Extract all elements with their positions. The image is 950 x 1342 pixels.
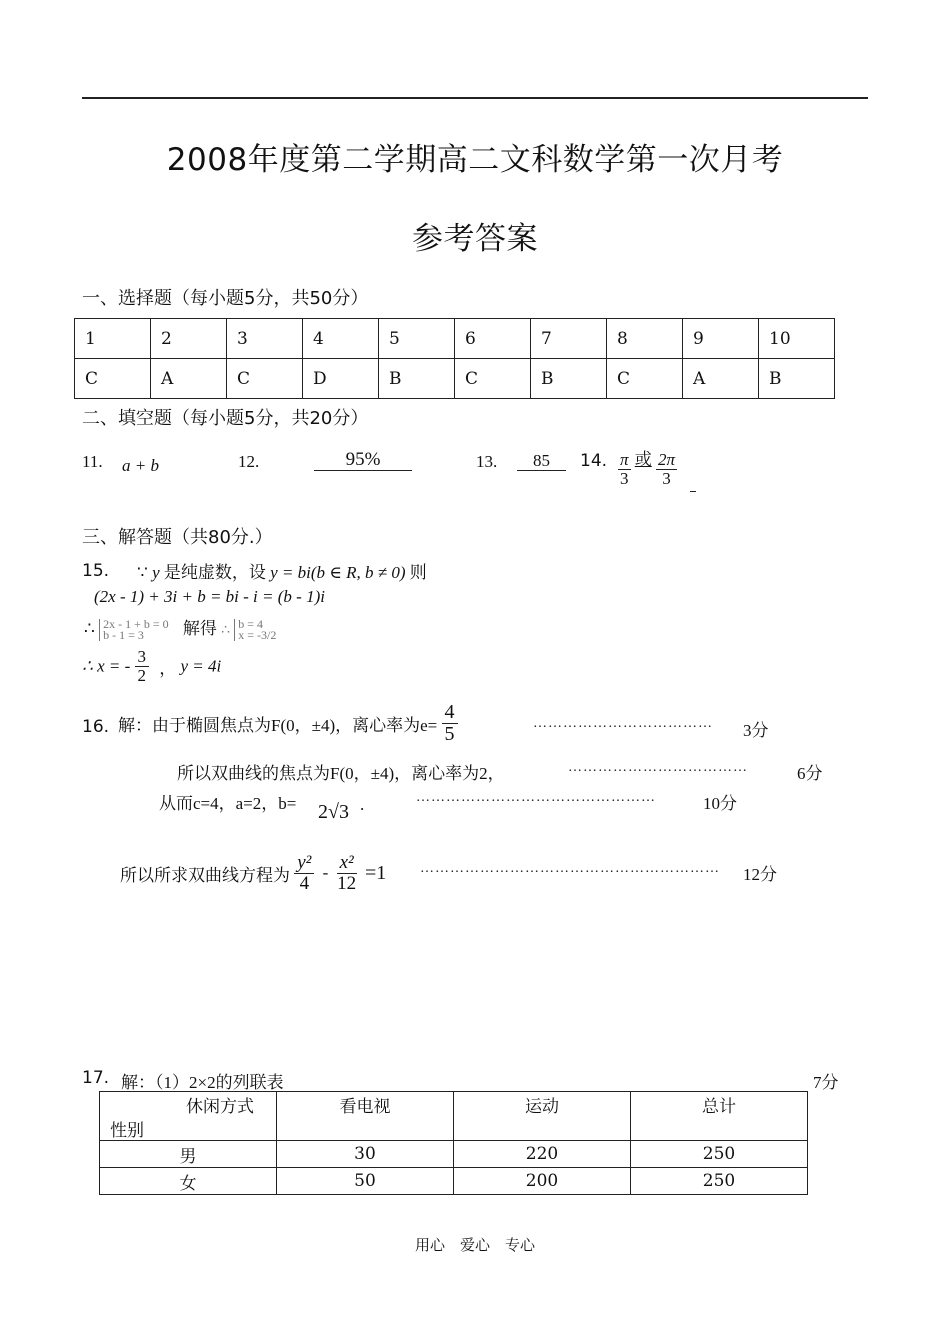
q15-then: 则 (409, 563, 427, 582)
row-label: 女 (100, 1168, 277, 1195)
q16-dots4: …………………………………………………… (420, 861, 720, 876)
q11-label: 11. (82, 452, 103, 471)
table-cell: 5 (379, 319, 455, 359)
fraction (294, 853, 314, 894)
top-rule (82, 97, 868, 99)
q15-text: 是纯虚数，设 (163, 563, 266, 582)
table-row (100, 1168, 808, 1195)
table-cell: C (455, 359, 531, 399)
table-cell: 9 (683, 319, 759, 359)
q16-dots2: ……………………………… (568, 760, 748, 775)
x-prefix: ∴ x = - (82, 656, 131, 676)
solution-system (234, 619, 276, 641)
equals-one: =1 (364, 861, 387, 884)
section2-heading: 二、填空题（每小题5分，共20分） (82, 408, 369, 429)
q15-line3: ∴ 2x - 1 + b = 0 b - 1 = 3 解得 ∴ b = 4 x = -3/2 (84, 617, 277, 643)
page-title: 2008年度第二学期高二文科数学第一次月考 (166, 142, 784, 178)
table-cell: 6 (455, 319, 531, 359)
fraction (656, 451, 677, 488)
q13-answer: 85 (517, 452, 566, 471)
table-cell: A (151, 359, 227, 399)
equation: b = 4 (238, 617, 264, 632)
table-cell: 2 (151, 319, 227, 359)
contingency-table (99, 1091, 808, 1195)
table-cell: 220 (454, 1141, 631, 1168)
numerator: 3 (135, 648, 150, 667)
numerator: 4 (442, 702, 458, 724)
q16-score1: 3分 (743, 721, 769, 740)
table-cell: 250 (631, 1168, 808, 1195)
y-value: y = 4i (180, 656, 222, 676)
q17-text: 解：（1）2×2的列联表 (121, 1073, 284, 1092)
table-cell: 8 (607, 319, 683, 359)
section1-heading: 一、选择题（每小题5分，共50分） (82, 288, 369, 309)
or-word: 或 (634, 450, 652, 469)
equation: 2x - 1 + b = 0 (103, 617, 169, 632)
denominator: 4 (299, 872, 310, 894)
q15-line4 (82, 648, 221, 685)
q15-line1 (137, 558, 427, 583)
equation: b - 1 = 3 (103, 628, 144, 643)
denominator: 12 (337, 872, 357, 894)
table-header: 运动 (454, 1092, 631, 1141)
q15-line2: (2x - 1) + 3i + b = bi - i = (b - 1)i (94, 587, 325, 606)
table-cell: B (759, 359, 835, 399)
q16-line4 (120, 853, 386, 894)
numerator: y² (294, 853, 314, 874)
table-cell: A (683, 359, 759, 399)
table-cell: B (379, 359, 455, 399)
numerator: π (620, 449, 629, 469)
table-cell: 200 (454, 1168, 631, 1195)
table-cell: 50 (277, 1168, 454, 1195)
var-y: y (152, 563, 160, 582)
table-row (100, 1141, 808, 1168)
therefore-symbol: ∴ (84, 619, 95, 638)
q16-dots1: ……………………………… (533, 716, 713, 731)
section3-heading: 三、解答题（共80分.） (82, 527, 273, 548)
q15-label: 15. (82, 561, 110, 581)
header-bottom: 性别 (110, 1121, 144, 1141)
q16-line3: 从而c=4，a=2，b= (159, 794, 297, 813)
q17-score: 7分 (813, 1073, 839, 1092)
table-cell: D (303, 359, 379, 399)
table-header: 看电视 (277, 1092, 454, 1141)
header-top: 休闲方式 (186, 1097, 254, 1117)
q12-label: 12. (238, 452, 260, 471)
blank-line (690, 491, 696, 492)
table-cell: B (531, 359, 607, 399)
q16-b-value: 2√3 (318, 801, 349, 823)
table-cell: 30 (277, 1141, 454, 1168)
table-cell: 7 (531, 319, 607, 359)
because-symbol: ∵ (137, 563, 148, 582)
choice-answer-table (74, 318, 835, 399)
q14-label: 14. (580, 451, 608, 471)
row-label: 男 (100, 1141, 277, 1168)
q16-score3: 10分 (703, 794, 737, 813)
q16-score4: 12分 (743, 865, 777, 884)
table-cell: C (227, 359, 303, 399)
table-header: 总计 (631, 1092, 808, 1141)
q16-line1 (118, 702, 458, 745)
denominator: 5 (444, 723, 455, 745)
q13-label: 13. (476, 452, 498, 471)
equation: x = -3/2 (238, 628, 277, 643)
table-cell: C (75, 359, 151, 399)
page-footer: 用心 爱心 专心 (414, 1238, 535, 1254)
fraction (442, 702, 458, 745)
q16-text: 解：由于椭圆焦点为F(0，±4)，离心率为e= (118, 716, 438, 735)
system-of-equations (99, 619, 169, 641)
q16-label: 16. (82, 717, 110, 737)
fraction (618, 451, 631, 488)
table-header-corner (100, 1092, 277, 1141)
q16-dots3: ………………………………………… (416, 790, 656, 805)
numerator: 2π (658, 449, 676, 469)
page-subtitle: 参考答案 (412, 221, 538, 257)
denominator: 2 (137, 665, 146, 685)
table-cell: 3 (227, 319, 303, 359)
q14-answer (618, 445, 677, 487)
table-row (75, 319, 835, 359)
q17-label: 17. (82, 1068, 110, 1088)
numerator: x² (337, 853, 357, 874)
table-cell: C (607, 359, 683, 399)
solve-word: 解得 (182, 619, 217, 638)
q15-expr: y = bi(b ∈ R, b ≠ 0) (270, 563, 406, 582)
q16-period: . (360, 795, 365, 814)
table-cell: 1 (75, 319, 151, 359)
q16-score2: 6分 (797, 764, 823, 783)
table-cell: 4 (303, 319, 379, 359)
fraction (337, 853, 357, 894)
table-row (75, 359, 835, 399)
minus-sign: - (322, 863, 329, 883)
comma: ， (159, 658, 177, 678)
q16-line2: 所以双曲线的焦点为F(0，±4)，离心率为2， (177, 764, 505, 783)
table-row (100, 1092, 808, 1141)
q12-answer: 95% (314, 450, 412, 471)
fraction (135, 648, 150, 685)
q16-text: 所以所求双曲线方程为 (120, 865, 290, 885)
q11-answer: a + b (122, 456, 159, 475)
denominator: 3 (620, 468, 629, 488)
denominator: 3 (662, 468, 671, 488)
table-cell: 10 (759, 319, 835, 359)
table-cell: 250 (631, 1141, 808, 1168)
